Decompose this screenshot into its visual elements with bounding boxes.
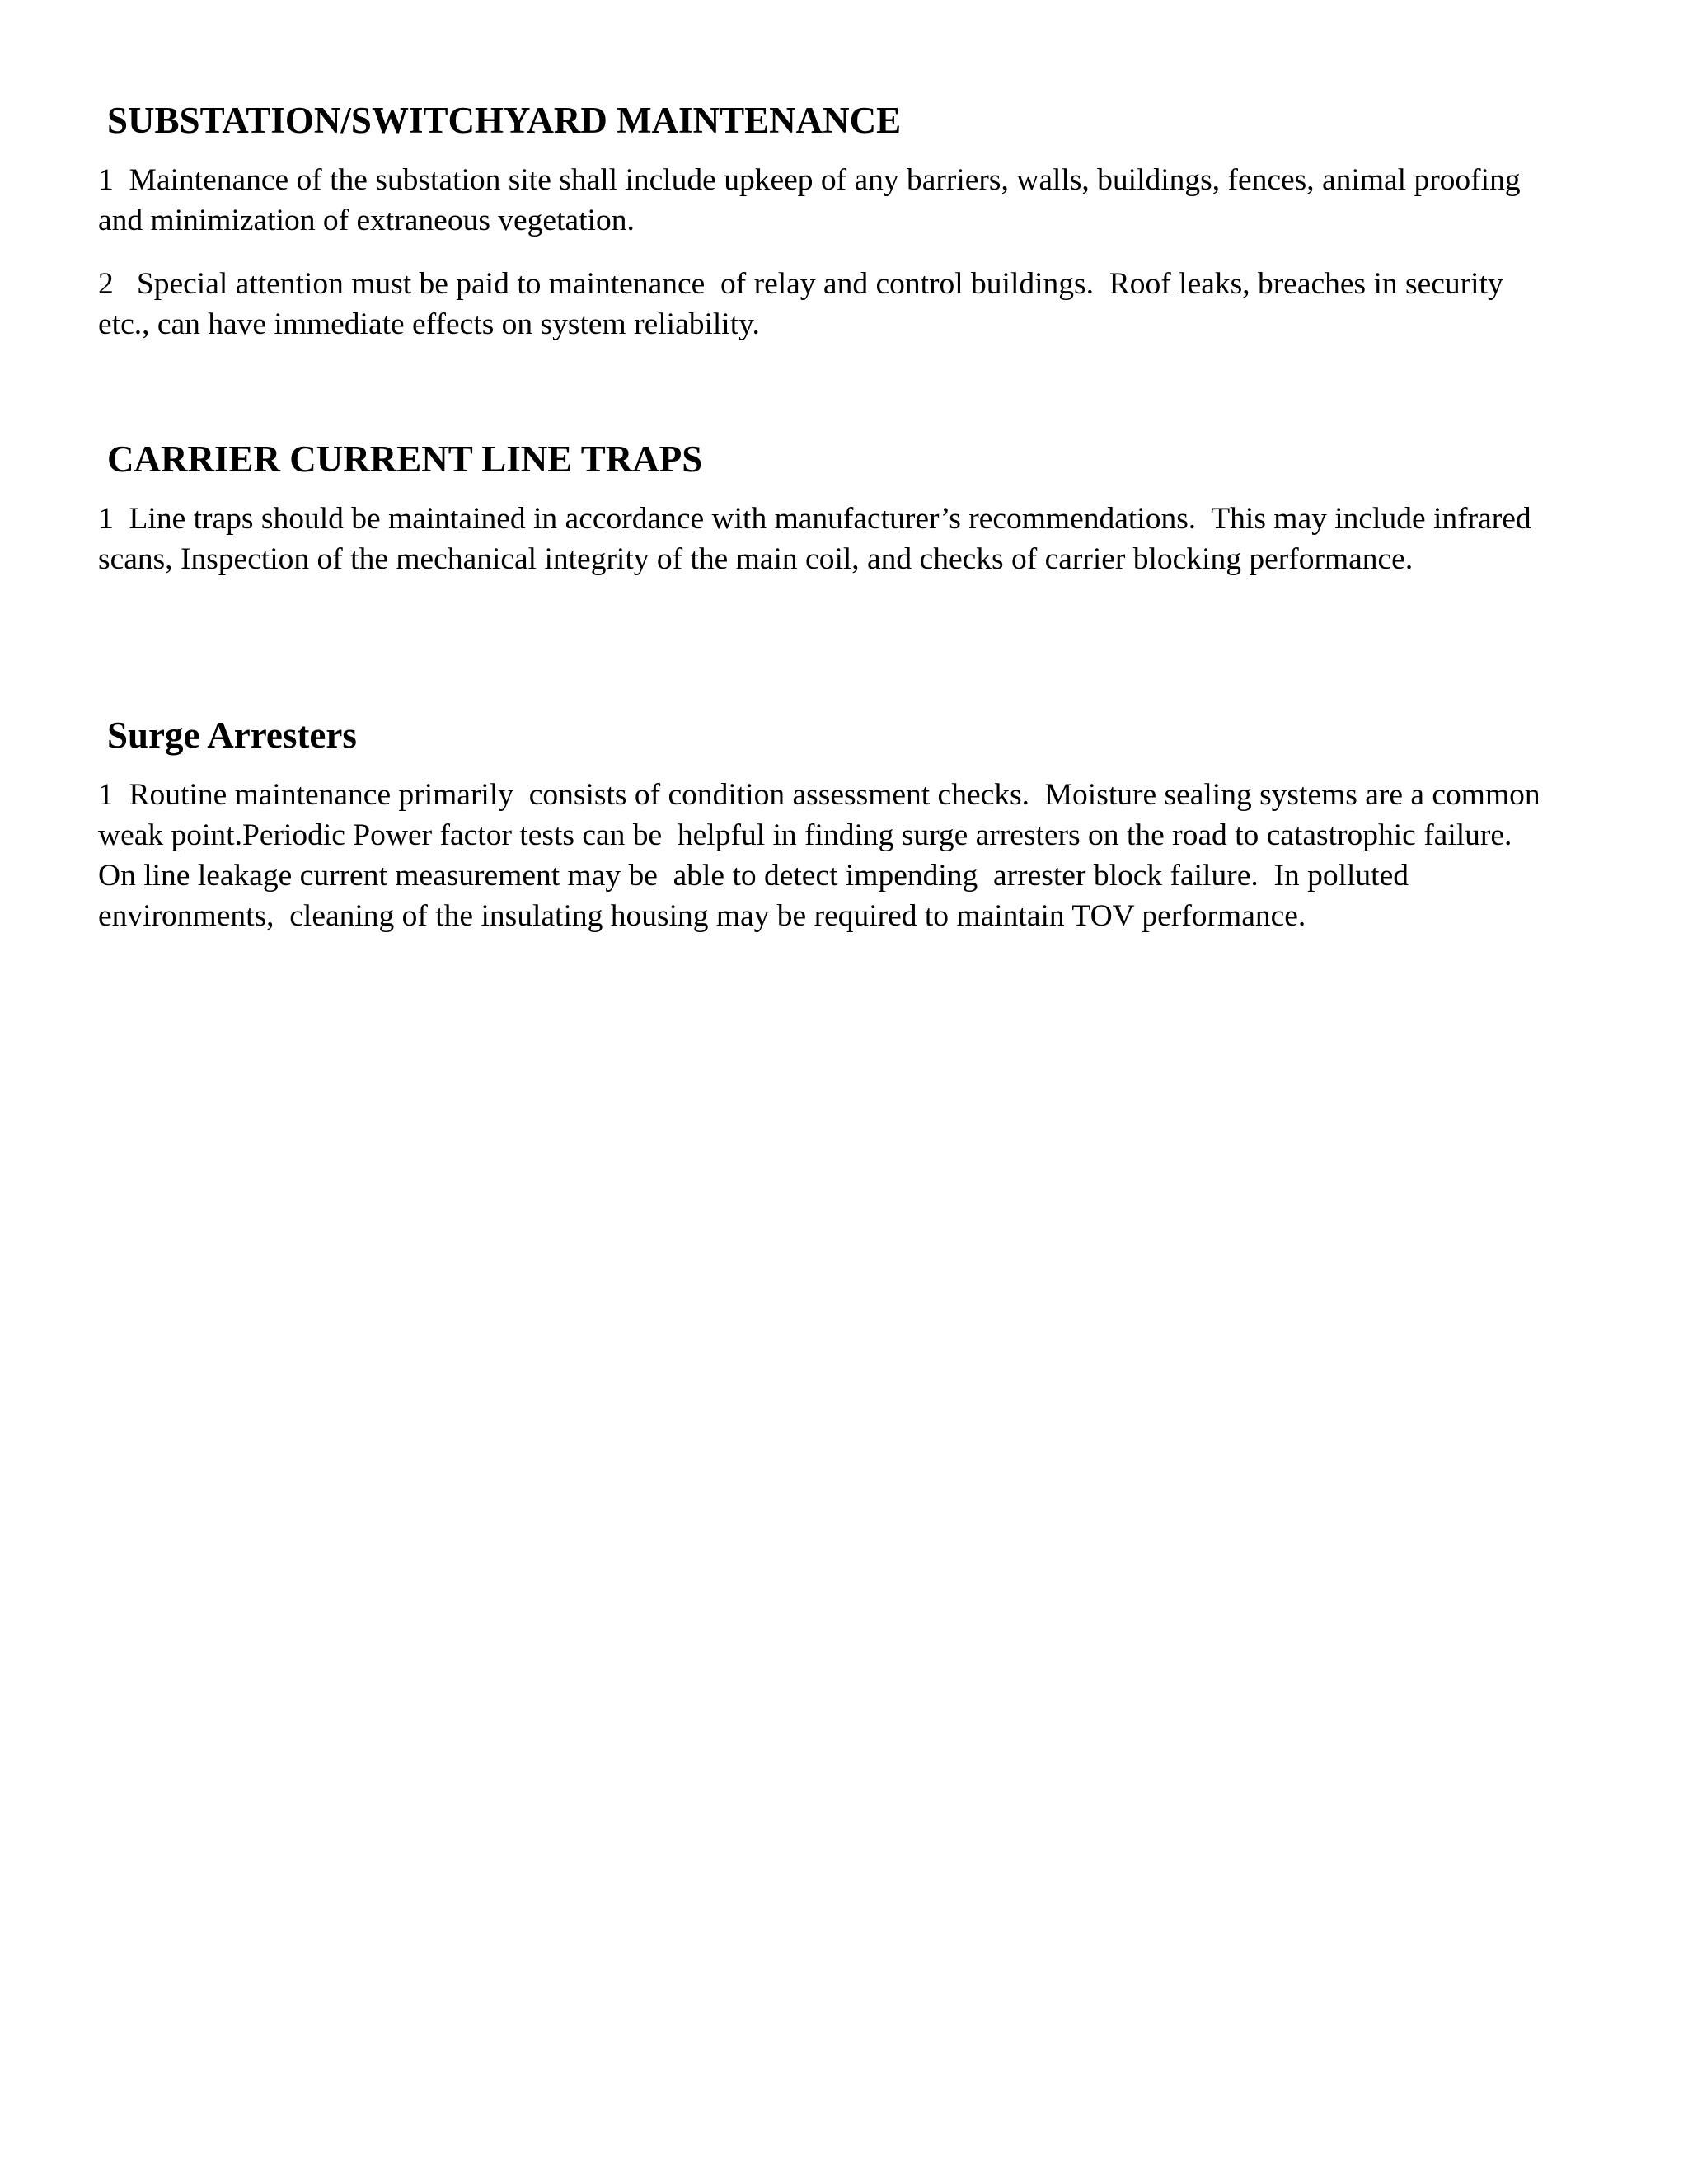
section-paragraph: 1 Line traps should be maintained in accordance with manufacturer’s recommendations. This may include infrared scans, Inspection of the mechanical integrity of the main coil, and checks of carrier blocking performance.	[98, 502, 1540, 576]
section-surge-arresters	[98, 712, 1549, 936]
section-paragraph: 1 Maintenance of the substation site shall include upkeep of any barriers, walls, buildings, fences, animal proofing and minimization of extraneous vegetation.	[98, 163, 1528, 237]
section-substation-switchyard-maintenance	[98, 97, 1549, 344]
section-heading: CARRIER CURRENT LINE TRAPS	[107, 438, 703, 480]
section-paragraph: 2 Special attention must be paid to maintenance of relay and control buildings. Roof leaks, breaches in security etc., can have immediate effects on system reliability.	[98, 267, 1512, 341]
section-carrier-current-line-traps	[98, 436, 1549, 579]
section-paragraph: 1 Routine maintenance primarily consists of condition assessment checks. Moisture sealing systems are a common weak point.Periodic Power factor tests can be helpful in finding surge arresters on the road to catastrophic failure. On line leakage current measurement may be able to detect impending arrester block failure. In polluted environments, cleaning of the insulating housing may be required to maintain TOV performance.	[98, 778, 1549, 933]
section-heading: SUBSTATION/SWITCHYARD MAINTENANCE	[107, 100, 902, 141]
section-heading: Surge Arresters	[107, 715, 357, 756]
